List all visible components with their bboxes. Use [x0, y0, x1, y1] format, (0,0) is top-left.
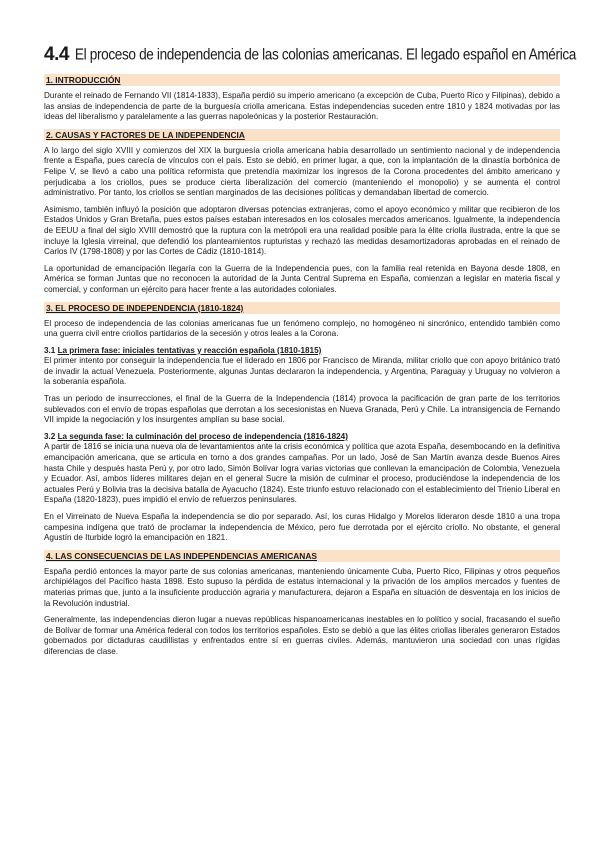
- subsection-heading-primera-fase: [44, 346, 560, 357]
- title-number: 4.4: [44, 44, 69, 65]
- paragraph: Durante el reinado de Fernando VII (1814-1833), España perdió su imperio americano (a excepción de Cuba, Puerto Rico y Filipinas), debido a las ansias de independencia de parte de la burguesía criolla americana. Estas independencias suceden entre 1810 y 1824 motivadas por las ideas del liberalismo y paralelamente a las guerras napoleónicas y la posterior Restauración.: [44, 91, 560, 122]
- paragraph: En el Virreinato de Nueva España la independencia se dio por separado. Así, los curas Hidalgo y Morelos lideraron desde 1810 a una tropa campesina indígena que trató de proclamar la independencia de México, pero fue derrotada por el ejército criollo. No obstante, el general Agustín de Iturbide logró la emancipación en 1821.: [44, 512, 560, 543]
- subsection-title: La primera fase: iniciales tentativas y reacción española (1810-1815): [57, 345, 322, 355]
- page-title: [44, 44, 577, 66]
- paragraph: A partir de 1816 se inicia una nueva ola de levantamientos ante la crisis económica y política que azota España, desembocando en la definitiva emancipación americana, que se articula en torno a dos grandes campañas. Por un lado, José de San Martín avanza desde Buenos Aires hasta Chile y después hasta Perú y, por otro lado, Simón Bolívar logra varias victorias que conllevan la emancipación de Colombia, Venezuela y Ecuador. Así, ambos líderes militares dejan en el general Sucre la misión de culminar el proceso, produciéndose la independencia de los actuales Perú y Bolivia tras la decisiva batalla de Ayacucho (1824). Este triunfo estuvo relacionado con el establecimiento del Trienio Liberal en España (1820-1823), pues impidió el envío de refuerzos peninsulares.: [44, 442, 560, 505]
- paragraph: Tras un periodo de insurrecciones, el final de la Guerra de la Independencia (1814) provoca la pacificación de gran parte de los territorios sublevados con el envío de tropas españolas que derrotan a los secesionistas en Nueva Granada, Perú y Chile. La intransigencia de Fernando VII impide la negociación y los insurgentes amplían su base social.: [44, 394, 560, 425]
- section-heading-proceso: 3. EL PROCESO DE INDEPENDENCIA (1810-1824): [44, 302, 560, 314]
- paragraph: España perdió entonces la mayor parte de sus colonias americanas, manteniendo únicamente Cuba, Puerto Rico, Filipinas y otros pequeños archipiélagos del Pacífico hasta 1898. Esto supuso la pérdida de estatus internacional y la privación de los amplios mercados y fuentes de materias primas que, junto a la insuficiente producción agraria y manufacturera, dejaron a España en situación de desventaja en los inicios de la Revolución industrial.: [44, 566, 560, 608]
- paragraph: El primer intento por conseguir la independencia fue el liderado en 1806 por Francisco de Miranda, militar criollo que con apoyo británico trató de invadir la actual Venezuela. Posteriormente, algunas Juntas declararon la independencia, y Argentina, Paraguay y Uruguay no volvieron a la soberanía española.: [44, 356, 560, 387]
- paragraph: Asimismo, también influyó la posición que adoptaron diversas potencias extranjeras, como el apoyo económico y militar que recibieron de los Estados Unidos y Gran Bretaña, pues estos países estaban interesados en los colosales mercados americanos. Igualmente, la independencia de EEUU a final del siglo XVIII demostró que la ruptura con la metrópoli era una realidad posible para la élite criolla ilustrada, entre la que se incluye la Iglesia virreinal, que defendió los planteamientos rupturistas y rechazó las medidas desamortizadoras aprobadas en el reinado de Carlos IV (1798-1808) y por las Cortes de Cádiz (1810-1814).: [44, 204, 560, 257]
- paragraph: El proceso de independencia de las colonias americanas fue un fenómeno complejo, no homogéneo ni sincrónico, entendido también como una guerra civil entre criollos partidarios de la secesión y otros leales a la Corona.: [44, 318, 560, 339]
- subsection-number: 3.1: [44, 345, 56, 355]
- paragraph: Generalmente, las independencias dieron lugar a nuevas repúblicas hispanoamericanas inestables en lo político y social, fracasando el sueño de Bolívar de formar una América federal con todos los territorios españoles. Esto se debió a que las élites criollas liberales generaron Estados gobernados por dictaduras caudillistas y enfrentados entre sí en guerras civiles. Además, mantuvieron una sociedad con unas rígidas diferencias de clase.: [44, 615, 560, 656]
- subsection-title: La segunda fase: la culminación del proceso de independencia (1816-1824): [57, 431, 348, 441]
- section-heading-causas: 2. CAUSAS Y FACTORES DE LA INDEPENDENCIA: [44, 129, 560, 141]
- paragraph: La oportunidad de emancipación llegaría con la Guerra de la Independencia pues, con la familia real retenida en Bayona desde 1808, en América se forman Juntas que no reconocen la autoridad de la Junta Central Suprema en España, comienzan a legislar en materia fiscal y comercial, y conforman un ejército para hacer frente a las autoridades coloniales.: [44, 263, 560, 294]
- section-heading-introduccion: 1. INTRODUCCIÓN: [44, 74, 560, 86]
- paragraph: A lo largo del siglo XVIII y comienzos del XIX la burguesía criolla americana había desarrollado un sentimiento nacional y de independencia frente a España, pues carecía de vínculos con el país. Esto se debió, en primer lugar, a que, con la implantación de la dinastía borbónica de Felipe V, se llevó a cabo una política reformista que pretendía maximizar los ingresos de la Corona procedentes del ámbito americano y perjudicaba a los criollos, pues se produce cierta liberalización del comercio (manteniendo el monopolio) y se aumenta el control administrativo. Por tanto, los criollos se sentían marginados de las decisiones políticas y demandaban libertad de comercio.: [44, 145, 560, 198]
- subsection-number: 3.2: [44, 431, 56, 441]
- subsection-heading-segunda-fase: [44, 432, 560, 443]
- title-text: El proceso de independencia de las colonias americanas. El legado español en América: [74, 46, 577, 63]
- section-heading-consecuencias: 4. LAS CONSECUENCIAS DE LAS INDEPENDENCIAS AMERICANAS: [44, 550, 560, 562]
